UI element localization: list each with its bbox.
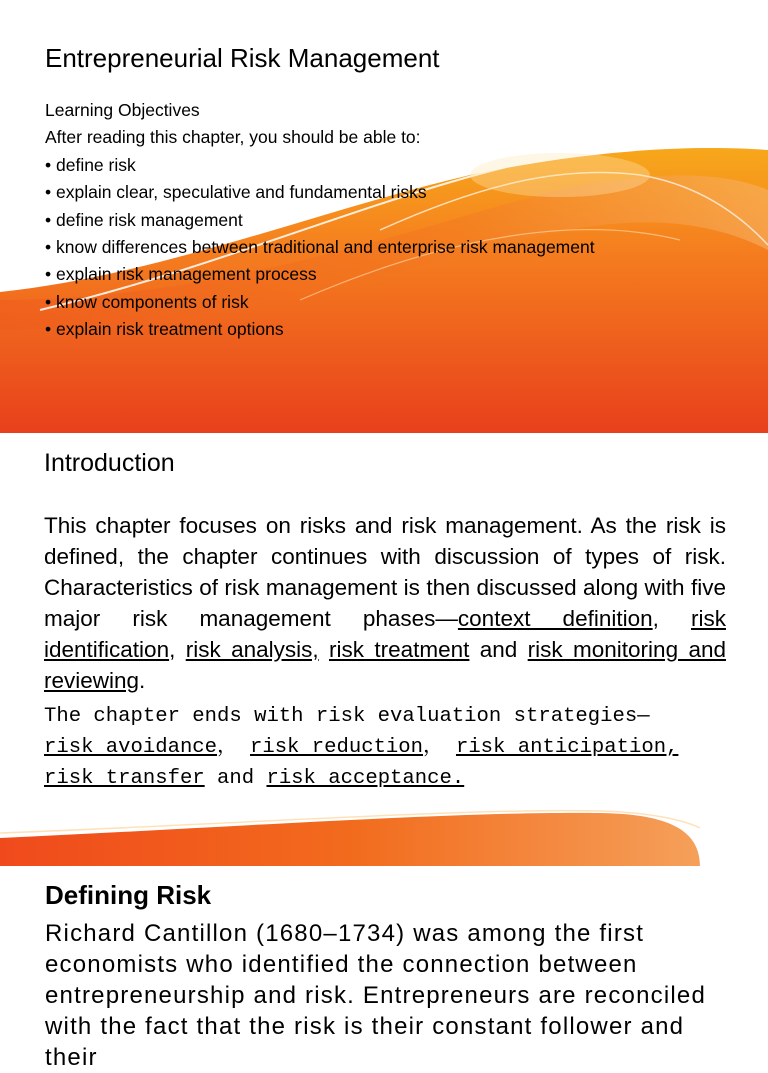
separator: . [139, 668, 146, 693]
objective-item: • know components of risk [45, 291, 249, 312]
evaluation-paragraph [44, 701, 734, 794]
slide-title: Entrepreneurial Risk Management [45, 43, 440, 73]
slide-title: Introduction [44, 449, 175, 477]
link-risk-analysis[interactable]: risk analysis, [185, 637, 319, 662]
paragraph-text: This chapter focuses on risks and risk management. As the risk is defined, the chapter continues with discussion of types of risk. Characteristics of risk management is then discussed along with five major risk management phases— [44, 513, 726, 631]
objectives-block [45, 97, 595, 344]
separator: ， [423, 736, 456, 759]
definition-paragraph: Richard Cantillon (1680–1734) was among the first economists who identified the connection between entrepreneurship and risk. Entrepreneurs are reconciled with the fact that the risk is their constant follower and their [45, 920, 706, 1071]
separator: and [469, 637, 528, 662]
link-risk-monitoring[interactable]: risk monitoring and reviewing [44, 637, 726, 693]
link-risk-transfer[interactable]: risk transfer [44, 767, 205, 790]
objective-item: • explain clear, speculative and fundamental risks [45, 182, 427, 203]
slide-learning-objectives [0, 0, 768, 433]
slide-title: Defining Risk [45, 880, 212, 910]
objective-item: • define risk management [45, 209, 243, 230]
link-risk-avoidance[interactable]: risk avoidance [44, 736, 218, 759]
link-context-definition[interactable]: context definition [457, 606, 653, 631]
objective-item: • define risk [45, 154, 136, 175]
objectives-intro: After reading this chapter, you should be able to: [45, 127, 421, 148]
intro-paragraph [44, 510, 726, 696]
objective-item: • explain risk treatment options [45, 319, 284, 340]
paragraph-text: The chapter ends with risk evaluation strategies— [44, 705, 650, 728]
objectives-list [45, 152, 595, 344]
link-risk-reduction[interactable]: risk reduction [249, 736, 424, 759]
objectives-heading: Learning Objectives [45, 100, 200, 120]
link-risk-anticipation[interactable]: risk anticipation, [455, 736, 679, 759]
separator: , [652, 606, 691, 631]
objective-item: • explain risk management process [45, 264, 317, 285]
link-risk-treatment[interactable]: risk treatment [329, 637, 470, 662]
separator: and [204, 767, 267, 790]
slide-introduction [0, 433, 768, 866]
separator: , [169, 637, 186, 662]
separator: ， [217, 736, 250, 759]
slide-defining-risk [0, 866, 768, 1071]
link-risk-identification[interactable]: risk identification [44, 606, 726, 662]
separator [319, 637, 329, 662]
objective-item: • know differences between traditional and enterprise risk management [45, 237, 595, 258]
link-risk-acceptance[interactable]: risk acceptance. [266, 767, 465, 790]
